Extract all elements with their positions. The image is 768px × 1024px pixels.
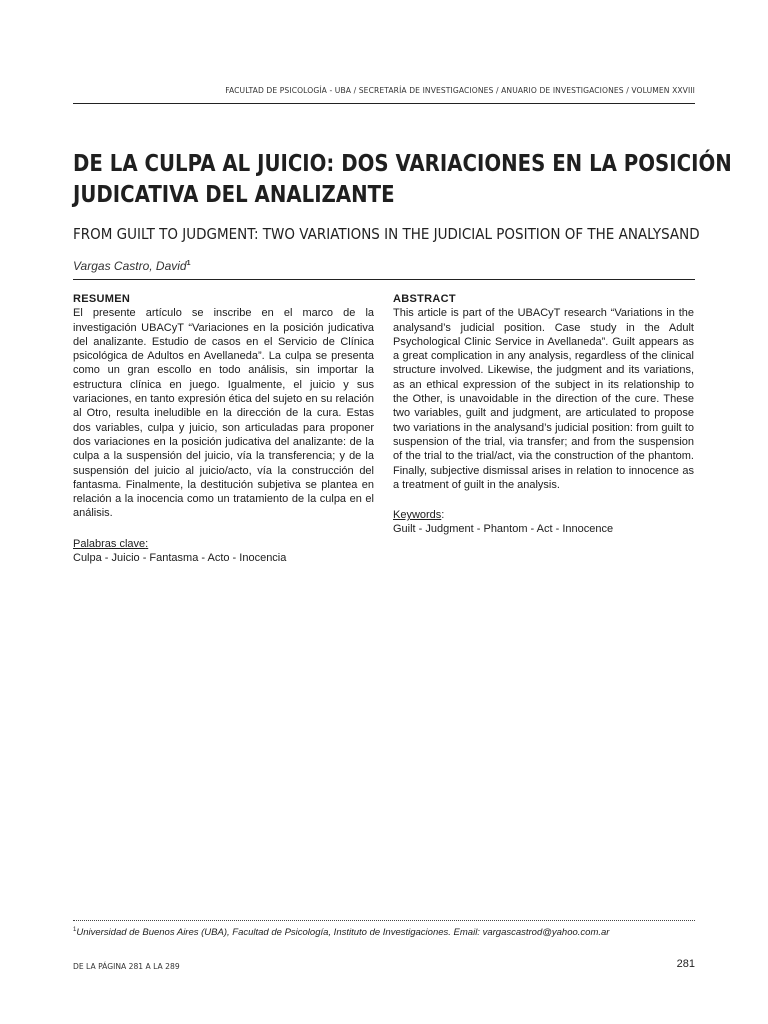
- abstract-body: This article is part of the UBACyT research “Variations in the analysand’s judicial position. Case study in the Adult Psychological Clinic Service in Avellaneda”. Guilt appears as a great complication in any analysis, regardless of the clinical structure involved. Likewise, the judgment and its variations, as an ethical expression of the subject in its relationship to the Other, is unavoidable in the direction of the cure. These two variables, guilt and judgment, are articulated to propose two variations in the analysand’s judicial position: from guilt to suspension of the trial, via transfer; and from the suspension of the trial to the trial/act, via the construction of the phantom. Finally, subjective dismissal arises in relation to innocence as a treatment of guilt in the analysis.: [393, 307, 694, 491]
- abstract-heading: ABSTRACT: [393, 293, 456, 305]
- footnote-marker: 1: [73, 927, 77, 933]
- title-line-2: JUDICATIVA DEL ANALIZANTE: [73, 180, 395, 208]
- abstract-column: [393, 292, 694, 537]
- header-rule: [73, 103, 695, 104]
- resumen-heading: RESUMEN: [73, 293, 131, 305]
- footnote-divider: [73, 920, 695, 921]
- palabras-clave-list: Culpa - Juicio - Fantasma - Acto - Inocencia: [73, 552, 287, 565]
- keywords-text: Keywords: [393, 509, 442, 522]
- palabras-clave-label: [73, 537, 374, 551]
- author-rule: [73, 279, 695, 280]
- keywords-list: Guilt - Judgment - Phantom - Act - Innocence: [393, 523, 614, 536]
- keywords-colon: :: [441, 509, 445, 522]
- title-line-1: DE LA CULPA AL JUICIO: DOS VARIACIONES EN LA POSICIÓN: [73, 149, 732, 177]
- footnote: [73, 927, 609, 938]
- resumen-column: [73, 292, 374, 565]
- palabras-clave-colon: :: [145, 537, 149, 550]
- keywords-label: [393, 508, 694, 522]
- author-footnote-marker[interactable]: 1: [186, 260, 191, 267]
- footnote-text: Universidad de Buenos Aires (UBA), Facultad de Psicología, Instituto de Investigaciones. Email: vargascastrod@yahoo.com.ar: [76, 927, 610, 939]
- page-range: DE LA PÁGINA 281 A LA 289: [73, 962, 180, 971]
- author-line: [73, 259, 191, 273]
- article-title-spanish: [73, 148, 732, 210]
- author-name: Vargas Castro, David: [73, 259, 187, 273]
- running-header: FACULTAD DE PSICOLOGÍA - UBA / SECRETARÍA DE INVESTIGACIONES / ANUARIO DE INVESTIGACIONES / VOLUMEN XXVIII: [225, 86, 695, 95]
- page-number: 281: [676, 958, 695, 970]
- article-title-english: FROM GUILT TO JUDGMENT: TWO VARIATIONS IN THE JUDICIAL POSITION OF THE ANALYSAND: [73, 225, 700, 243]
- palabras-clave-text: Palabras clave: [73, 537, 146, 550]
- resumen-body: El presente artículo se inscribe en el marco de la investigación UBACyT “Variaciones en la posición judicativa del analizante. Estudio de casos en el Servicio de Clínica psicológica de Adultos en Avellaneda”. La culpa se presenta como un gran escollo en todo análisis, sin importar la estructura clínica en juego. Igualmente, el juicio y sus variaciones, en tanto expresión ética del sujeto en su relación al Otro, resulta ineludible en la dirección de la cura. Estas dos variables, culpa y juicio, son articuladas para proponer dos variaciones en la posición judicativa del analizante: de la culpa a la suspensión del juicio, vía la transferencia; y de la suspensión del juicio al juicio/acto, vía la construcción del fantasma. Finalmente, la destitución subjetiva se plantea en relación a la inocencia como un tratamiento de la culpa en el análisis.: [73, 307, 374, 520]
